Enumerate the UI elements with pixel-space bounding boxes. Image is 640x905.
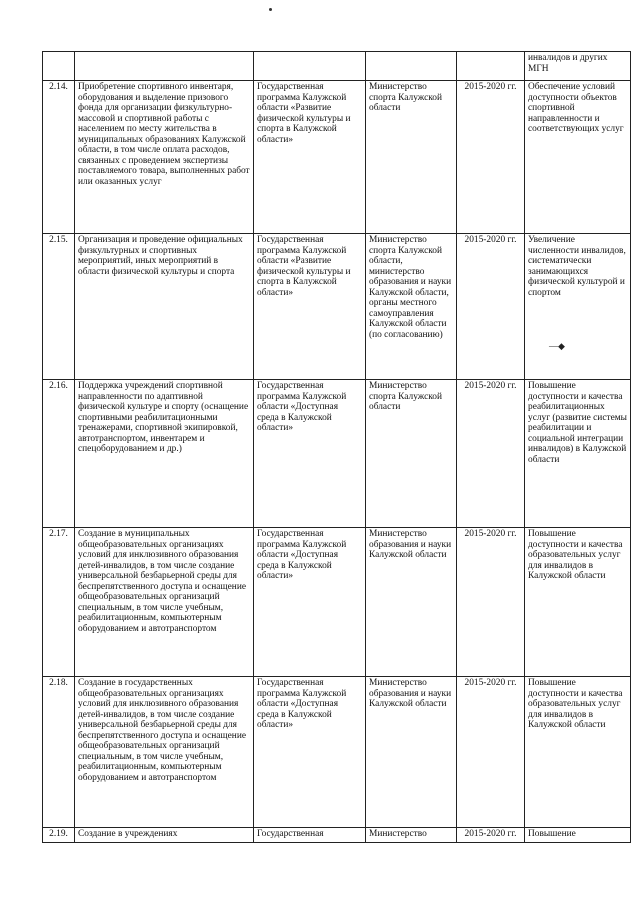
- program-cell: Государственная: [254, 828, 366, 843]
- row-number: [43, 52, 75, 81]
- executor-cell: [366, 52, 457, 81]
- table-row: [43, 81, 631, 234]
- row-number: 2.16.: [43, 380, 75, 528]
- period-cell: 2015-2020 гг.: [457, 234, 525, 380]
- result-cell: Повышение: [525, 828, 631, 843]
- table-row: [43, 828, 631, 843]
- executor-cell: Министерство: [366, 828, 457, 843]
- row-number: 2.17.: [43, 528, 75, 677]
- table-row: [43, 234, 631, 380]
- row-number: 2.15.: [43, 234, 75, 380]
- program-cell: Государственная программа Калужской области «Доступная среда в Калужской области»: [254, 528, 366, 677]
- period-cell: 2015-2020 гг.: [457, 380, 525, 528]
- event-cell: Создание в учреждениях: [75, 828, 254, 843]
- executor-cell: Министерство спорта Калужской области: [366, 380, 457, 528]
- margin-mark: —◆: [549, 341, 565, 351]
- executor-cell: Министерство образования и науки Калужской области: [366, 528, 457, 677]
- result-cell: инвалидов и других МГН: [525, 52, 631, 81]
- period-cell: 2015-2020 гг.: [457, 677, 525, 828]
- period-cell: 2015-2020 гг.: [457, 81, 525, 234]
- event-cell: Поддержка учреждений спортивной направленности по адаптивной физической культуре и спорту (оснащение спортивными реабилитационными тренажерами, спортивной экипировкой, автотранспортом, инвентарем и спецоборудованием и др.): [75, 380, 254, 528]
- executor-cell: Министерство образования и науки Калужской области: [366, 677, 457, 828]
- result-cell: Повышение доступности и качества образовательных услуг для инвалидов в Калужской области: [525, 677, 631, 828]
- event-cell: [75, 52, 254, 81]
- executor-cell: Министерство спорта Калужской области, министерство образования и науки Калужской области, органы местного самоуправления Калужской области (по согласованию): [366, 234, 457, 380]
- table-row: [43, 52, 631, 81]
- period-cell: 2015-2020 гг.: [457, 828, 525, 843]
- measures-table: [42, 51, 631, 843]
- program-cell: Государственная программа Калужской области «Доступная среда в Калужской области»: [254, 677, 366, 828]
- table-row: [43, 677, 631, 828]
- scan-speck: [269, 8, 272, 11]
- program-cell: [254, 52, 366, 81]
- row-number: 2.14.: [43, 81, 75, 234]
- period-cell: [457, 52, 525, 81]
- event-cell: Организация и проведение официальных физкультурных и спортивных мероприятий, иных мероприятий в области физической культуры и спорта: [75, 234, 254, 380]
- program-cell: Государственная программа Калужской области «Развитие физической культуры и спорта в Калужской области»: [254, 81, 366, 234]
- event-cell: Приобретение спортивного инвентаря, оборудования и выделение призового фонда для организации физкультурно-массовой и спортивной работы с населением по месту жительства в муниципальных образованиях Калужской области, в том числе оплата расходов, связанных с проведением экспертизы поставляемого товара, выполненных работ или оказанных услуг: [75, 81, 254, 234]
- table-row: [43, 528, 631, 677]
- result-cell: Повышение доступности и качества образовательных услуг для инвалидов в Калужской области: [525, 528, 631, 677]
- result-cell: Обеспечение условий доступности объектов спортивной направленности и соответствующих услуг: [525, 81, 631, 234]
- program-cell: Государственная программа Калужской области «Доступная среда в Калужской области»: [254, 380, 366, 528]
- period-cell: 2015-2020 гг.: [457, 528, 525, 677]
- result-cell: Увеличение численности инвалидов, систематически занимающихся физической культурой и спортом: [525, 234, 631, 380]
- row-number: 2.19.: [43, 828, 75, 843]
- executor-cell: Министерство спорта Калужской области: [366, 81, 457, 234]
- result-cell: Повышение доступности и качества реабилитационных услуг (развитие системы реабилитации и социальной интеграции инвалидов) в Калужской области: [525, 380, 631, 528]
- event-cell: Создание в муниципальных общеобразовательных организациях условий для инклюзивного образования детей-инвалидов, в том числе создание универсальной безбарьерной среды для беспрепятственного доступа и оснащение общеобразовательных организаций специальным, в том числе учебным, реабилитационным, компьютерным оборудованием и автотранспортом: [75, 528, 254, 677]
- table-row: [43, 380, 631, 528]
- program-cell: Государственная программа Калужской области «Развитие физической культуры и спорта в Калужской области»: [254, 234, 366, 380]
- row-number: 2.18.: [43, 677, 75, 828]
- event-cell: Создание в государственных общеобразовательных организациях условий для инклюзивного образования детей-инвалидов, в том числе создание универсальной безбарьерной среды для беспрепятственного доступа и оснащение общеобразовательных организаций специальным, в том числе учебным, реабилитационным, компьютерным оборудованием и автотранспортом: [75, 677, 254, 828]
